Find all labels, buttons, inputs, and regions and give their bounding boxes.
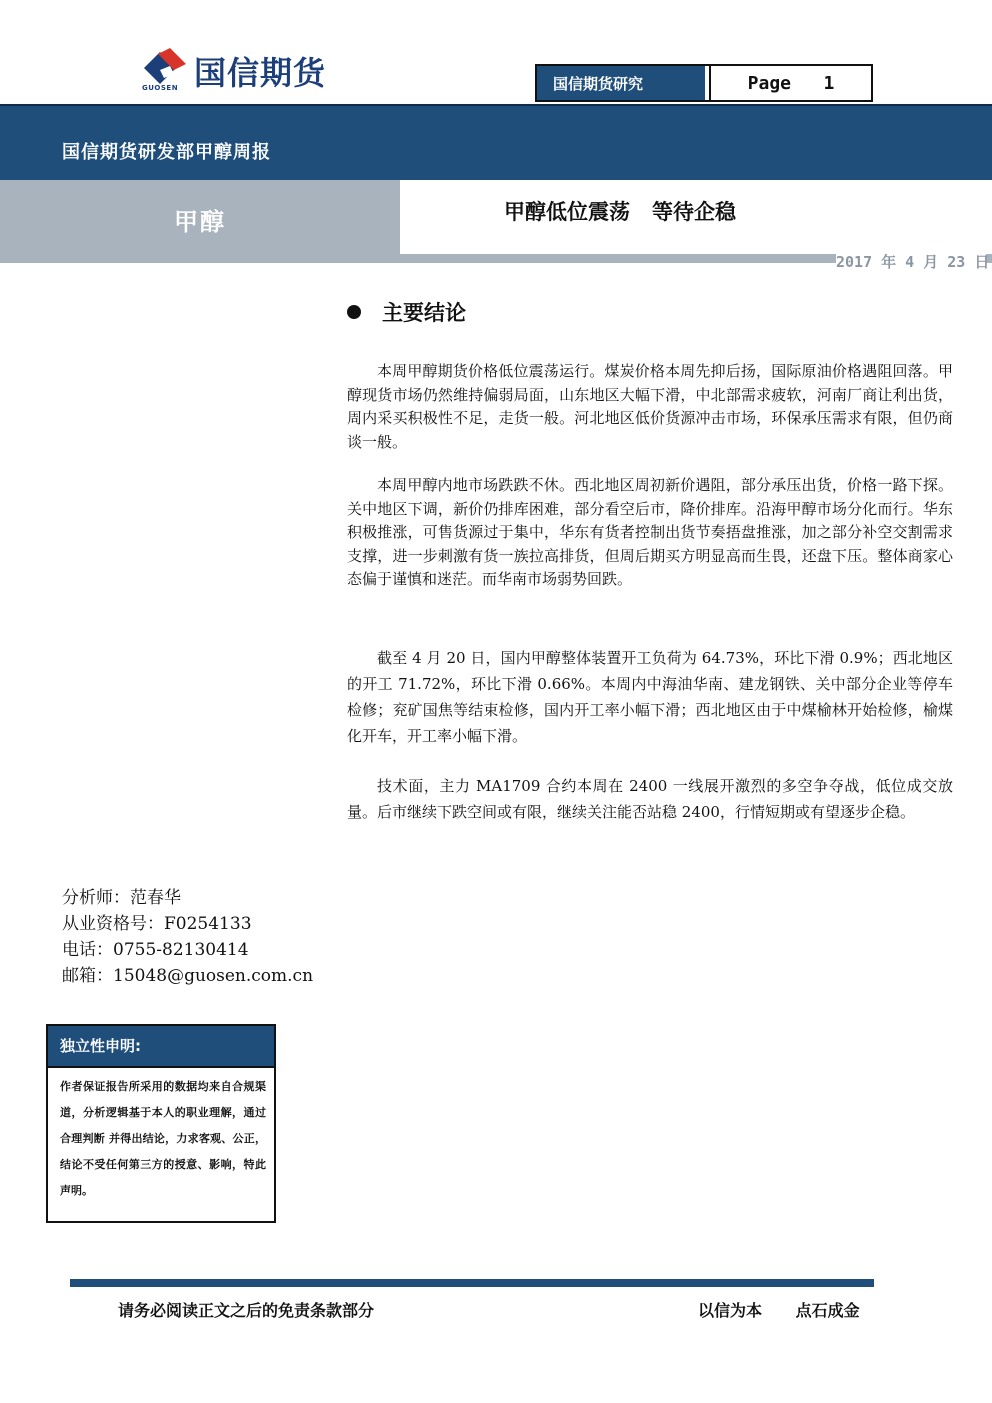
category-cell [0, 180, 400, 254]
analyst-email: 邮箱：15048@guosen.com.cn [62, 966, 314, 986]
footer-disclaimer: 请务必阅读正文之后的免责条款部分 [118, 1301, 375, 1320]
report-title-band [0, 104, 992, 180]
guosen-logo-icon [140, 48, 188, 88]
report-date: 2017 年 4 月 23 日 [836, 253, 990, 271]
analyst-name: 分析师：范春华 [62, 888, 181, 908]
analyst-phone: 电话：0755-82130414 [62, 940, 249, 960]
report-series-title: 国信期货研发部甲醇周报 [62, 142, 271, 163]
paragraph: 本周甲醇期货价格低位震荡运行。煤炭价格本周先抑后扬，国际原油价格遇阻回落。甲醇现货市场仍然维持偏弱局面，山东地区大幅下滑，中北部需求疲软，河南厂商让利出货，周内采买积极性不足，走货一般。河北地区低价货源冲击市场，环保承压需求有限，但仍商谈一般。 [347, 362, 953, 451]
footer-divider [70, 1279, 874, 1287]
paragraph: 本周甲醇内地市场跌跌不休。西北地区周初新价遇阻，部分承压出货，价格一路下探。关中地区下调，新价仍排库困难，部分看空后市，降价排库。沿海甲醇市场分化而行。华东积极推涨，可售货源过于集中，华东有货者控制出货节奏捂盘推涨，加之部分补空交割需求支撑，进一步刺激有货一族拉高排货，但周后期买方明显高而生畏，还盘下压。整体商家心态偏于谨慎和迷茫。而华南市场弱势回跌。 [347, 476, 953, 588]
statement-title: 独立性申明: [48, 1026, 274, 1068]
header-box [535, 64, 873, 102]
section-title: 主要结论 [382, 301, 466, 325]
company-logo [140, 48, 380, 94]
analyst-cert: 从业资格号：F0254133 [62, 914, 252, 934]
paragraph: 技术面，主力 MA1709 合约本周在 2400 一线展开激烈的多空争夺战，低位成交放量。后市继续下跌空间或有限，继续关注能否站稳 2400，行情短期或有望逐步企稳。 [347, 777, 953, 821]
bullet-icon [347, 305, 361, 319]
independence-statement [46, 1024, 276, 1223]
logo-wordmark: 国信期货 [194, 54, 327, 92]
statement-body: 作者保证报告所采用的数据均来自合规渠道，分析逻辑基于本人的职业理解，通过合理判断 并得出结论，力求客观、公正，结论不受任何第三方的授意、影响，特此声明。 [60, 1080, 266, 1197]
paragraph: 截至 4 月 20 日，国内甲醇整体装置开工负荷为 64.73%，环比下滑 0.9%；西北地区的开工 71.72%，环比下滑 0.66%。本周内中海油华南、建龙钢铁、关中部分企业等停车检修；兖矿国焦等结束检修，国内开工率小幅下滑；西北地区由于中煤榆林开始检修，榆煤化开车，开工率小幅下滑。 [347, 649, 953, 745]
report-headline: 甲醇低位震荡 等待企稳 [504, 200, 736, 224]
page-number: Page 1 [709, 66, 871, 100]
footer-slogan: 以信为本 点石成金 [698, 1301, 860, 1320]
logo-subtext: GUOSEN [142, 84, 179, 92]
research-label: 国信期货研究 [537, 66, 705, 100]
category-label: 甲醇 [174, 208, 226, 236]
